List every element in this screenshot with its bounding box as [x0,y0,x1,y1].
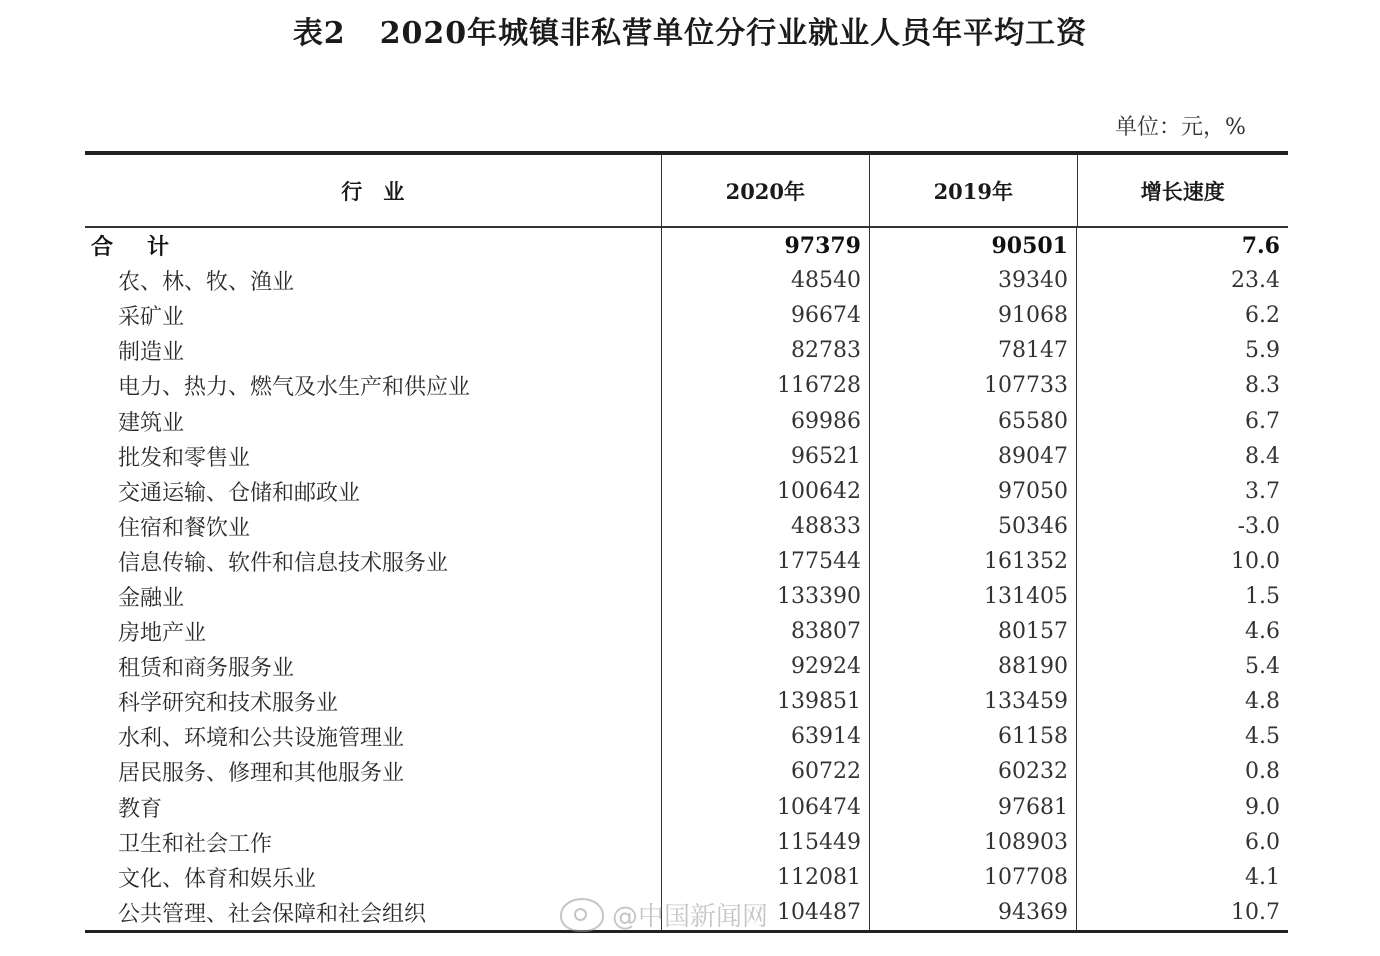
table-title-text: 2020年城镇非私营单位分行业就业人员年平均工资 [379,16,1088,51]
cell-2020: 82783 [662,333,870,368]
cell-2019: 108903 [870,825,1077,860]
cell-2019: 94369 [870,895,1077,930]
cell-industry: 科学研究和技术服务业 [85,684,662,719]
cell-2019: 107708 [870,860,1077,895]
table-row [85,614,1288,649]
cell-industry: 制造业 [85,333,662,368]
cell-industry: 居民服务、修理和其他服务业 [85,754,662,789]
cell-growth: 23.4 [1231,268,1280,294]
cell-2020: 96521 [662,439,870,474]
cell-2019: 89047 [870,439,1077,474]
table-number: 表2 [292,16,346,51]
cell-industry: 公共管理、社会保障和社会组织 [85,895,662,930]
cell-2020: 100642 [662,474,870,509]
cell-industry: 信息传输、软件和信息技术服务业 [85,544,662,579]
cell-2019: 65580 [870,403,1077,438]
table-row [85,439,1288,474]
cell-2020: 69986 [662,403,870,438]
header-industry: 行 业 [85,155,662,226]
cell-2020: 106474 [662,790,870,825]
table-row [85,754,1288,789]
cell-2020: 48833 [662,509,870,544]
cell-industry: 租赁和商务服务业 [85,649,662,684]
table-row [85,649,1288,684]
table-row [85,544,1288,579]
table-body [85,228,1288,930]
table-row [85,298,1288,333]
cell-industry: 房地产业 [85,614,662,649]
cell-industry: 建筑业 [85,403,662,438]
cell-growth: 3.7 [1245,478,1280,504]
cell-2019: 80157 [870,614,1077,649]
table-row [85,579,1288,614]
cell-2020: 97379 [662,228,870,263]
cell-2019: 61158 [870,719,1077,754]
cell-2019: 50346 [870,509,1077,544]
header-growth: 增长速度 [1140,178,1225,204]
cell-2020: 48540 [662,263,870,298]
table-title [0,8,1380,52]
header-2020: 2020年 [662,155,870,226]
cell-2019: 133459 [870,684,1077,719]
cell-industry: 交通运输、仓储和邮政业 [85,474,662,509]
table-row [85,474,1288,509]
cell-growth: 8.4 [1245,443,1280,469]
header-2019: 2019年 [870,155,1077,226]
cell-industry: 金融业 [85,579,662,614]
unit-note: 单位：元，% [1115,115,1246,140]
watermark [560,896,768,933]
cell-industry: 住宿和餐饮业 [85,509,662,544]
table-row [85,860,1288,895]
cell-growth: 5.4 [1245,654,1280,680]
cell-growth: 1.5 [1245,583,1280,609]
table-row [85,684,1288,719]
cell-2020: 112081 [662,860,870,895]
cell-growth: 4.5 [1245,724,1280,750]
cell-2019: 97681 [870,790,1077,825]
cell-2020: 96674 [662,298,870,333]
cell-2019: 97050 [870,474,1077,509]
cell-growth: 6.2 [1245,303,1280,329]
table-row [85,368,1288,403]
cell-growth: -3.0 [1237,513,1280,539]
cell-2019: 161352 [870,544,1077,579]
cell-industry: 水利、环境和公共设施管理业 [85,719,662,754]
table-row [85,333,1288,368]
cell-growth: 7.6 [1241,232,1280,259]
cell-growth: 4.8 [1245,689,1280,715]
table-row [85,403,1288,438]
cell-2020: 115449 [662,825,870,860]
cell-industry: 合 计 [85,228,662,263]
cell-2019: 60232 [870,754,1077,789]
cell-2020: 116728 [662,368,870,403]
cell-growth: 8.3 [1245,373,1280,399]
cell-growth: 4.1 [1245,864,1280,890]
cell-industry: 卫生和社会工作 [85,825,662,860]
cell-2020: 63914 [662,719,870,754]
cell-2020: 83807 [662,614,870,649]
cell-growth: 4.6 [1245,619,1280,645]
table-row-total [85,228,1288,263]
cell-2019: 107733 [870,368,1077,403]
table-row [85,509,1288,544]
cell-industry: 采矿业 [85,298,662,333]
cell-2020: 139851 [662,684,870,719]
cell-2019: 39340 [870,263,1077,298]
cell-2019: 90501 [870,228,1077,263]
cell-2020: 177544 [662,544,870,579]
cell-industry: 批发和零售业 [85,439,662,474]
cell-2019: 91068 [870,298,1077,333]
cell-industry: 电力、热力、燃气及水生产和供应业 [85,368,662,403]
cell-industry: 文化、体育和娱乐业 [85,860,662,895]
table-row [85,263,1288,298]
cell-2019: 88190 [870,649,1077,684]
cell-industry: 农、林、牧、渔业 [85,263,662,298]
cell-growth: 6.7 [1245,408,1280,434]
table-row [85,719,1288,754]
cell-growth: 10.7 [1231,899,1280,925]
cell-2020: 92924 [662,649,870,684]
watermark-text: @中国新闻网 [612,902,769,932]
cell-growth: 9.0 [1245,794,1280,820]
table-row [85,790,1288,825]
wage-table [85,151,1288,933]
cell-growth: 0.8 [1245,759,1280,785]
cell-industry: 教育 [85,790,662,825]
weibo-icon [560,898,604,932]
cell-growth: 5.9 [1245,338,1280,364]
cell-2020: 60722 [662,754,870,789]
table-row [85,825,1288,860]
table-header [85,155,1288,228]
cell-2019: 78147 [870,333,1077,368]
cell-growth: 6.0 [1245,829,1280,855]
cell-growth: 10.0 [1231,548,1280,574]
cell-2019: 131405 [870,579,1077,614]
cell-2020: 104487 [662,895,870,930]
cell-2020: 133390 [662,579,870,614]
